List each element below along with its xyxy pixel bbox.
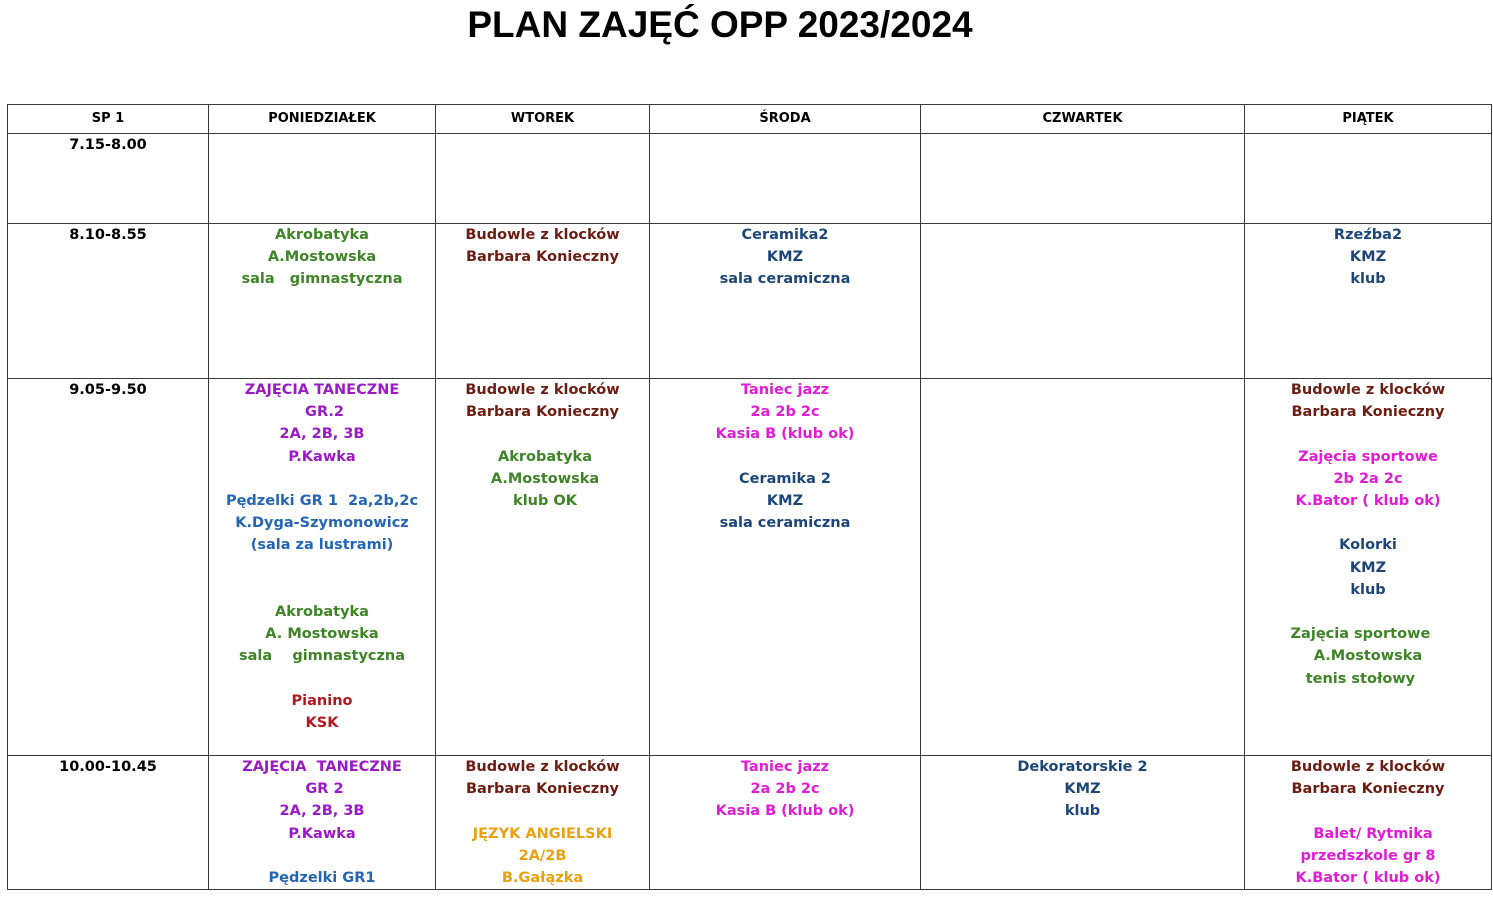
activity-line: Budowle z klocków [1290, 759, 1446, 775]
activity-line: sala ceramiczna [719, 515, 851, 532]
header-row [8, 105, 1492, 134]
schedule-cell [921, 756, 1245, 890]
activity-line: klub OK [508, 493, 577, 509]
time-slot-label: 7.15-8.00 [8, 134, 209, 224]
spacer [1245, 512, 1491, 534]
schedule-cell [209, 756, 436, 890]
corner-label: SP 1 [8, 105, 209, 134]
activity-entry [209, 867, 435, 889]
activity-line: klub [1350, 581, 1386, 598]
activity-line: sala gimnastyczna [241, 271, 403, 288]
activity-line: Pędzelki GR 1 2a,2b,2c [225, 493, 419, 509]
activity-line: P.Kawka [288, 448, 356, 465]
activity-entry [436, 756, 649, 800]
activity-line: Zajęcia sportowe [1298, 448, 1438, 465]
activity-line: K.Bator ( klub ok) [1295, 493, 1441, 509]
day-header-wednesday: ŚRODA [650, 105, 921, 134]
activity-line: sala ceramiczna [719, 271, 851, 288]
time-slot-row [8, 379, 1492, 756]
activity-line: K.Bator ( klub ok) [1295, 870, 1441, 886]
schedule-cell [650, 379, 921, 756]
activity-line: Kolorki [1339, 537, 1397, 554]
activity-entry [436, 224, 649, 268]
spacer [1245, 800, 1491, 822]
activity-entry [209, 224, 435, 291]
activity-line: Barbara Konieczny [465, 249, 619, 266]
spacer [209, 579, 435, 601]
day-header-monday: PONIEDZIAŁEK [209, 105, 436, 134]
activity-line: Akrobatyka [492, 448, 592, 465]
activity-entry [209, 490, 435, 557]
spacer [209, 668, 435, 690]
schedule-cell [1245, 756, 1492, 890]
activity-line: Taniec jazz [740, 759, 830, 775]
schedule-cell [436, 756, 650, 890]
activity-line: A. Mostowska [265, 626, 379, 643]
activity-entry [209, 756, 435, 845]
schedule-cell [921, 224, 1245, 379]
activity-line: Budowle z klocków [1290, 382, 1446, 398]
activity-line: 2a 2b 2c [750, 781, 820, 798]
activity-entry [209, 690, 435, 734]
activity-entry [1245, 446, 1491, 513]
activity-line: Zajęcia sportowe [1290, 626, 1446, 643]
activity-line: P.Kawka [288, 825, 356, 842]
schedule-cell [209, 379, 436, 756]
activity-entry [1245, 224, 1491, 291]
activity-entry [921, 756, 1244, 823]
activity-line: KSK [305, 714, 339, 731]
activity-entry [1245, 379, 1491, 423]
activity-line: Budowle z klocków [465, 382, 620, 398]
activity-line: Pędzelki GR1 [268, 870, 376, 886]
schedule-cell [436, 224, 650, 379]
activity-line: KMZ [766, 493, 804, 509]
schedule-cell [436, 134, 650, 224]
activity-line: klub [1064, 803, 1101, 820]
activity-entry [650, 379, 920, 446]
schedule-cell [1245, 224, 1492, 379]
activity-line: Balet/ Rytmika [1303, 825, 1433, 842]
activity-line: JĘZYK ANGIELSKI [472, 825, 613, 842]
spacer [1245, 601, 1491, 623]
activity-line: Budowle z klocków [465, 759, 620, 775]
activity-line: 2b 2a 2c [1333, 470, 1403, 487]
activity-line: 2a 2b 2c [750, 404, 820, 421]
activity-line: GR.2 [300, 404, 344, 421]
schedule-cell [650, 224, 921, 379]
activity-entry [650, 224, 920, 291]
activity-line: Barbara Konieczny [1291, 404, 1445, 421]
activity-line: (sala za lustrami) [250, 537, 394, 554]
activity-line: K.Dyga-Szymonowicz [235, 515, 409, 532]
spacer [209, 845, 435, 867]
activity-line: 2A, 2B, 3B [279, 426, 365, 443]
schedule-cell [1245, 134, 1492, 224]
activity-line: A.Mostowska [1313, 648, 1423, 665]
spacer [209, 557, 435, 579]
activity-line: KMZ [1349, 249, 1387, 266]
spacer [209, 468, 435, 490]
activity-line: Barbara Konieczny [465, 781, 619, 798]
activity-entry [436, 379, 649, 423]
activity-entry [650, 756, 920, 823]
activity-line: Dekoratorskie 2 [1017, 759, 1148, 775]
activity-line: ZAJĘCIA TANECZNE [242, 759, 402, 775]
activity-line: Ceramika2 [741, 227, 829, 243]
activity-entry [1245, 534, 1491, 601]
activity-line: przedszkole gr 8 [1300, 847, 1436, 864]
schedule-cell [209, 134, 436, 224]
schedule-cell [209, 224, 436, 379]
schedule-cell [650, 756, 921, 890]
activity-entry [436, 446, 649, 513]
time-slot-label: 8.10-8.55 [8, 224, 209, 379]
spacer [436, 800, 649, 822]
spacer [650, 446, 920, 468]
activity-line: Akrobatyka [275, 603, 369, 620]
day-header-tuesday: WTOREK [436, 105, 650, 134]
schedule-cell [436, 379, 650, 756]
activity-entry [1245, 823, 1491, 890]
activity-line: A.Mostowska [267, 249, 377, 266]
activity-line: ZAJĘCIA TANECZNE [244, 382, 400, 398]
spacer [436, 423, 649, 445]
time-slot-row [8, 756, 1492, 890]
activity-line: KMZ [1064, 781, 1101, 798]
activity-line: Budowle z klocków [465, 227, 620, 243]
page-title: PLAN ZAJĘĆ OPP 2023/2024 [467, 4, 973, 45]
activity-line: Taniec jazz [740, 382, 830, 398]
schedule-cell [1245, 379, 1492, 756]
activity-line: KMZ [1349, 559, 1387, 576]
activity-entry [1245, 623, 1491, 690]
activity-line: Kasia B (klub ok) [715, 426, 855, 443]
time-slot-label: 10.00-10.45 [8, 756, 209, 890]
activity-line: tenis stołowy [1305, 670, 1431, 687]
activity-line: 2A/2B [518, 847, 567, 864]
activity-entry [209, 379, 435, 468]
activity-line: Kasia B (klub ok) [715, 803, 855, 820]
activity-line: KMZ [766, 249, 804, 266]
schedule-cell [650, 134, 921, 224]
time-slot-label: 9.05-9.50 [8, 379, 209, 756]
activity-line: Barbara Konieczny [465, 404, 619, 421]
activity-line: GR 2 [300, 781, 344, 798]
day-header-friday: PIĄTEK [1245, 105, 1492, 134]
activity-entry [1245, 756, 1491, 800]
activity-line: 2A, 2B, 3B [279, 803, 365, 820]
activity-line: Pianino [291, 692, 353, 709]
schedule-cell [921, 379, 1245, 756]
spacer [1245, 423, 1491, 445]
activity-entry [436, 823, 649, 890]
day-header-thursday: CZWARTEK [921, 105, 1245, 134]
activity-line: B.Gałązka [501, 870, 584, 886]
activity-line: sala gimnastyczna [238, 648, 406, 665]
activity-line: klub [1350, 271, 1386, 288]
activity-line: Akrobatyka [275, 227, 369, 243]
activity-line: Rzeźba2 [1333, 227, 1403, 243]
time-slot-row [8, 134, 1492, 224]
schedule-cell [921, 134, 1245, 224]
activity-line: A.Mostowska [485, 470, 600, 487]
activity-line: Ceramika 2 [738, 470, 832, 487]
time-slot-row [8, 224, 1492, 379]
activity-line: Barbara Konieczny [1291, 781, 1445, 798]
activity-entry [650, 468, 920, 535]
activity-entry [209, 601, 435, 668]
schedule-table [7, 104, 1492, 890]
